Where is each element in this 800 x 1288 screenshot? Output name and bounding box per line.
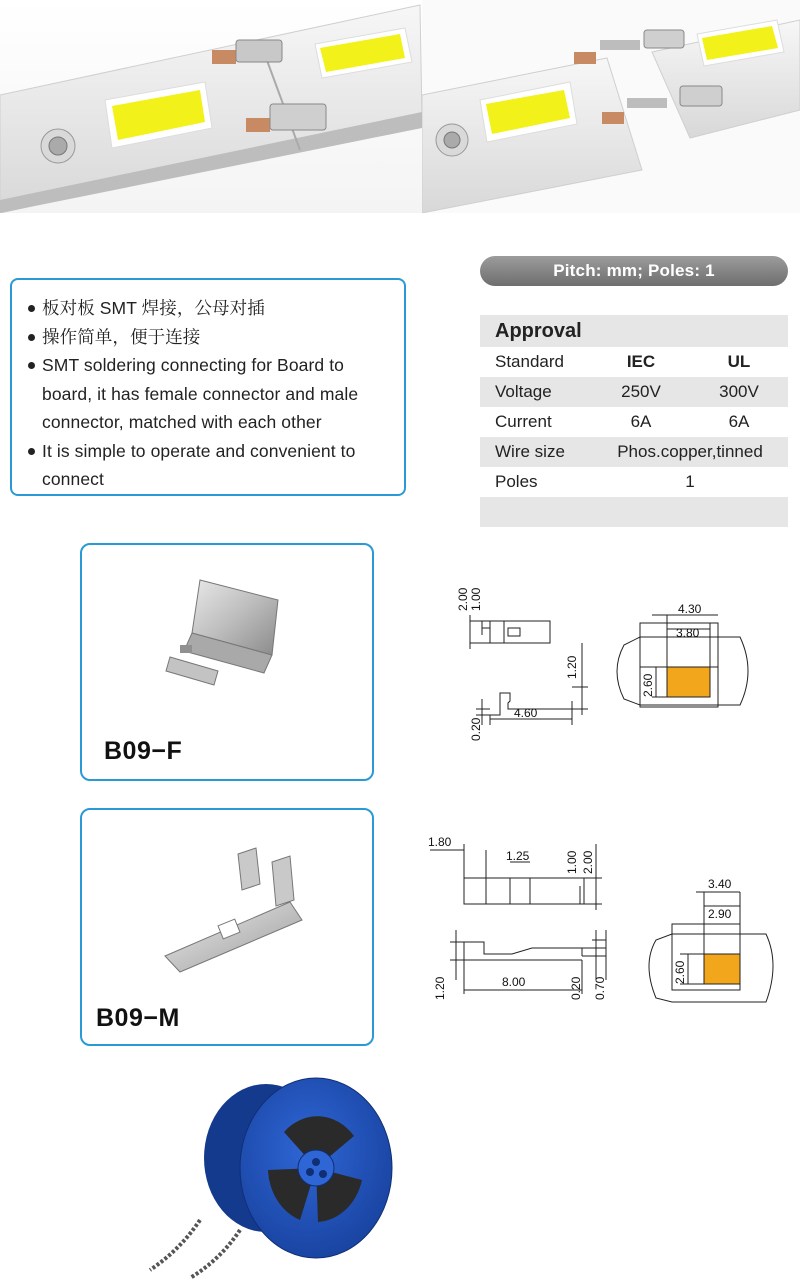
dim-length: 4.60 bbox=[514, 706, 538, 720]
dim-left-len: 1.80 bbox=[428, 835, 452, 849]
product-name-b09-f: B09−F bbox=[104, 737, 183, 765]
approval-title-row bbox=[480, 315, 788, 347]
current-ul: 6A bbox=[728, 412, 750, 431]
technical-drawing-b09-m bbox=[420, 830, 790, 1020]
product-box-b09-m bbox=[80, 808, 374, 1046]
approval-table bbox=[480, 315, 788, 527]
dim-side-h: 1.20 bbox=[565, 655, 579, 679]
dim-length: 8.00 bbox=[502, 975, 526, 989]
product-name-b09-m: B09−M bbox=[96, 1004, 180, 1032]
tape-reel-image bbox=[140, 1070, 400, 1282]
features-list bbox=[26, 294, 390, 494]
table-row bbox=[480, 437, 788, 467]
dim-h-total: 2.00 bbox=[456, 587, 470, 611]
feature-item: 操作简单，便于连接 bbox=[26, 323, 390, 352]
row-label: Wire size bbox=[495, 442, 565, 461]
dim-thick: 0.70 bbox=[593, 976, 607, 1000]
feature-item: It is simple to operate and convenient to connect bbox=[26, 437, 390, 494]
dim-h-top: 1.00 bbox=[469, 587, 483, 611]
dim-pad-inner: 3.80 bbox=[676, 626, 700, 640]
current-iec: 6A bbox=[630, 412, 652, 431]
table-row-empty bbox=[480, 497, 788, 527]
table-row bbox=[480, 347, 788, 377]
table-row bbox=[480, 407, 788, 437]
product-box-b09-f bbox=[80, 543, 374, 781]
dim-pad-h: 2.60 bbox=[641, 673, 655, 697]
voltage-ul: 300V bbox=[719, 382, 759, 401]
standard-iec: IEC bbox=[626, 352, 656, 371]
dim-pad-outer: 4.30 bbox=[678, 602, 702, 616]
features-box bbox=[10, 278, 406, 496]
dim-side-h: 1.20 bbox=[433, 976, 447, 1000]
voltage-iec: 250V bbox=[621, 382, 661, 401]
feature-item: SMT soldering connecting for Board to board, it has female connector and male connector, matched with each other bbox=[26, 351, 390, 437]
dim-h-top: 1.00 bbox=[565, 850, 579, 874]
product-photo-b09-m bbox=[160, 844, 310, 974]
dim-h-total: 2.00 bbox=[581, 850, 595, 874]
dim-base: 0.20 bbox=[569, 976, 583, 1000]
row-label: Voltage bbox=[495, 382, 552, 401]
row-label: Current bbox=[495, 412, 552, 431]
wire-size-value: Phos.copper,tinned bbox=[617, 442, 763, 461]
dim-pad-h: 2.60 bbox=[673, 960, 687, 984]
hero-image-left bbox=[0, 0, 422, 213]
poles-value: 1 bbox=[685, 472, 695, 491]
table-row bbox=[480, 467, 788, 497]
row-label: Poles bbox=[495, 472, 538, 491]
dim-pad-inner: 2.90 bbox=[708, 907, 732, 921]
approval-title: Approval bbox=[495, 319, 582, 342]
feature-item: 板对板 SMT 焊接，公母对插 bbox=[26, 294, 390, 323]
standard-ul: UL bbox=[727, 352, 751, 371]
table-row bbox=[480, 377, 788, 407]
dim-slot: 1.25 bbox=[506, 849, 530, 863]
dim-base: 0.20 bbox=[469, 717, 483, 741]
row-label: Standard bbox=[495, 352, 564, 371]
technical-drawing-b09-f bbox=[440, 575, 790, 755]
hero-image-right bbox=[422, 0, 800, 213]
dim-pad-outer: 3.40 bbox=[708, 877, 732, 891]
product-photo-b09-f bbox=[160, 575, 300, 695]
pitch-poles-bar: Pitch: mm; Poles: 1 bbox=[480, 256, 788, 286]
